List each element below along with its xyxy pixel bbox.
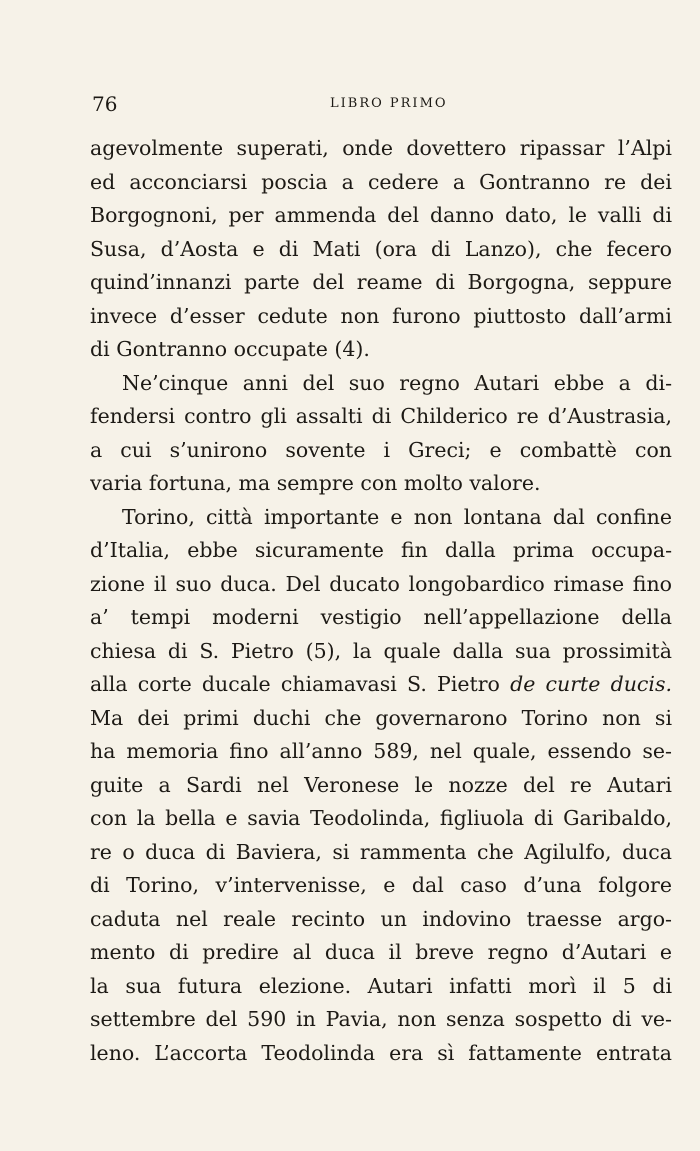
running-title: LIBRO PRIMO	[330, 96, 448, 111]
text-line: Torino, città importante e non lontana dal confine	[122, 504, 672, 529]
text-line: agevolmente superati, onde dovettero ripassar l’Alpi	[90, 136, 672, 160]
text-line: Ne’cinque anni del suo regno Autari ebbe a di-	[122, 370, 672, 395]
text-line: a’ tempi moderni vestigio nell’appellazione della	[90, 605, 672, 629]
text-line: quind’innanzi parte del reame di Borgogna, seppure	[90, 270, 672, 294]
body-text	[90, 132, 672, 1070]
text-line-with-italic	[90, 668, 672, 702]
text-line: Borgognoni, per ammenda del danno dato, le valli di	[90, 203, 672, 227]
text-line: Ma dei primi duchi che governarono Torino non si	[90, 705, 672, 730]
text-line: fendersi contro gli assalti di Childerico re d’Austrasia,	[90, 404, 672, 428]
italic-phrase: de curte ducis.	[510, 672, 672, 696]
text-line: mento di predire al duca il breve regno d’Autari e	[90, 940, 672, 964]
text-line: ha memoria fino all’anno 589, nel quale, essendo se-	[90, 739, 672, 763]
text-line: la sua futura elezione. Autari infatti morì il 5 di	[90, 973, 672, 998]
text-line: caduta nel reale recinto un indovino traesse argo-	[90, 906, 672, 931]
text-line: varia fortuna, ma sempre con molto valore.	[90, 471, 541, 495]
text-line: ed acconciarsi poscia a cedere a Gontranno re dei	[90, 169, 672, 194]
text-line: di Gontranno occupate (4).	[90, 337, 370, 361]
text-line: invece d’esser cedute non furono piuttosto dall’armi	[90, 303, 672, 328]
text-line: con la bella e savia Teodolinda, figliuola di Garibaldo,	[90, 806, 672, 830]
text-line: a cui s’unirono sovente i Greci; e combattè con	[90, 437, 672, 462]
text-line: d’Italia, ebbe sicuramente fin dalla prima occupa-	[90, 538, 672, 562]
text-line: guite a Sardi nel Veronese le nozze del re Autari	[90, 772, 672, 797]
page-number: 76	[92, 92, 118, 116]
text-line-start: alla corte ducale chiamavasi S. Pietro	[90, 672, 500, 696]
text-line: di Torino, v’intervenisse, e dal caso d’una folgore	[90, 873, 672, 897]
text-line: settembre del 590 in Pavia, non senza sospetto di ve-	[90, 1007, 672, 1031]
running-head	[92, 92, 672, 116]
text-line: chiesa di S. Pietro (5), la quale dalla sua prossimità	[90, 638, 672, 663]
text-line: Susa, d’Aosta e di Mati (ora di Lanzo), che fecero	[90, 236, 672, 261]
text-line: zione il suo duca. Del ducato longobardico rimase fino	[90, 571, 672, 596]
text-line: leno. L’accorta Teodolinda era sì fattamente entrata	[90, 1040, 672, 1065]
text-line: re o duca di Baviera, si rammenta che Agilulfo, duca	[90, 839, 672, 864]
